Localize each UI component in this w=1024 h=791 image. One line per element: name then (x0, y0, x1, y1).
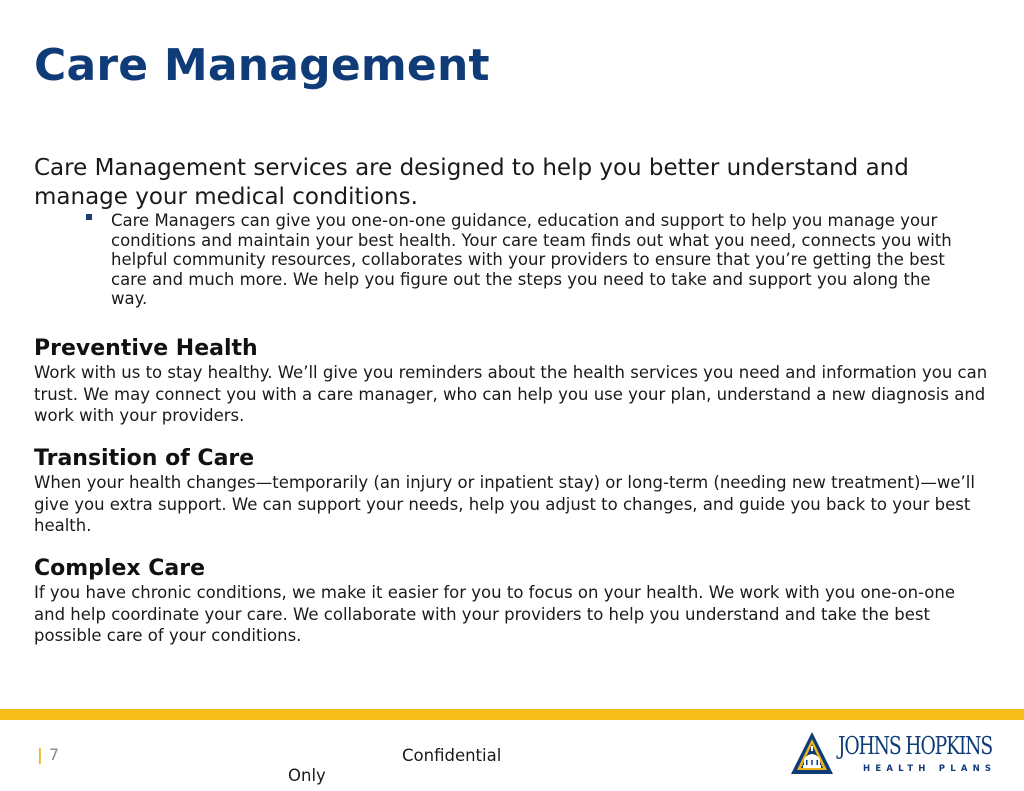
section-heading: Preventive Health (34, 336, 258, 361)
section-body: When your health changes—temporarily (an injury or inpatient stay) or long-term (needing new treatment)—we’ll give you extra support. We can support your needs, help you adjust to changes, and guide you back to your best health. (34, 473, 975, 535)
logo-wordmark: JOHNS HOPKINS (838, 732, 992, 760)
page-number (37, 745, 59, 764)
bullet-item (86, 211, 966, 309)
dome-shield-icon (790, 731, 834, 777)
section-preventive-health (34, 336, 989, 427)
footer-gold-bar (0, 709, 1024, 720)
section-body: If you have chronic conditions, we make it easier for you to focus on your health. We work with you one-on-one and help coordinate your care. We collaborate with your providers to help you understand and take the best possible care of your conditions. (34, 583, 956, 645)
page-separator: | (37, 745, 43, 764)
johns-hopkins-logo (790, 729, 1000, 779)
bullet-text: Care Managers can give you one-on-one guidance, education and support to help you manage your conditions and maintain your best health. Your care team finds out what you need, connects you with helpful community resources, collaborates with your providers to ensure that you’re getting the best care and much more. We help you figure out the steps you need to take and support you along the way. (111, 211, 952, 309)
section-body: Work with us to stay healthy. We’ll give you reminders about the health services you need and information you can trust. We may connect you with a care manager, who can help you use your plan, understand a new diagnosis and work with your providers. (34, 363, 988, 425)
section-heading: Transition of Care (34, 446, 255, 471)
square-bullet-icon (86, 214, 92, 220)
section-transition-of-care (34, 446, 989, 537)
logo-subtitle: HEALTH PLANS (863, 764, 997, 774)
page-number-value: 7 (48, 745, 60, 764)
confidential-label: Confidential (402, 746, 502, 765)
intro-text: Care Management services are designed to help you better understand and manage your medical conditions. (34, 155, 909, 210)
section-heading: Complex Care (34, 556, 206, 581)
page-title: Care Management (34, 40, 490, 91)
section-complex-care (34, 556, 989, 647)
confidential-label-only: Only (288, 766, 326, 785)
